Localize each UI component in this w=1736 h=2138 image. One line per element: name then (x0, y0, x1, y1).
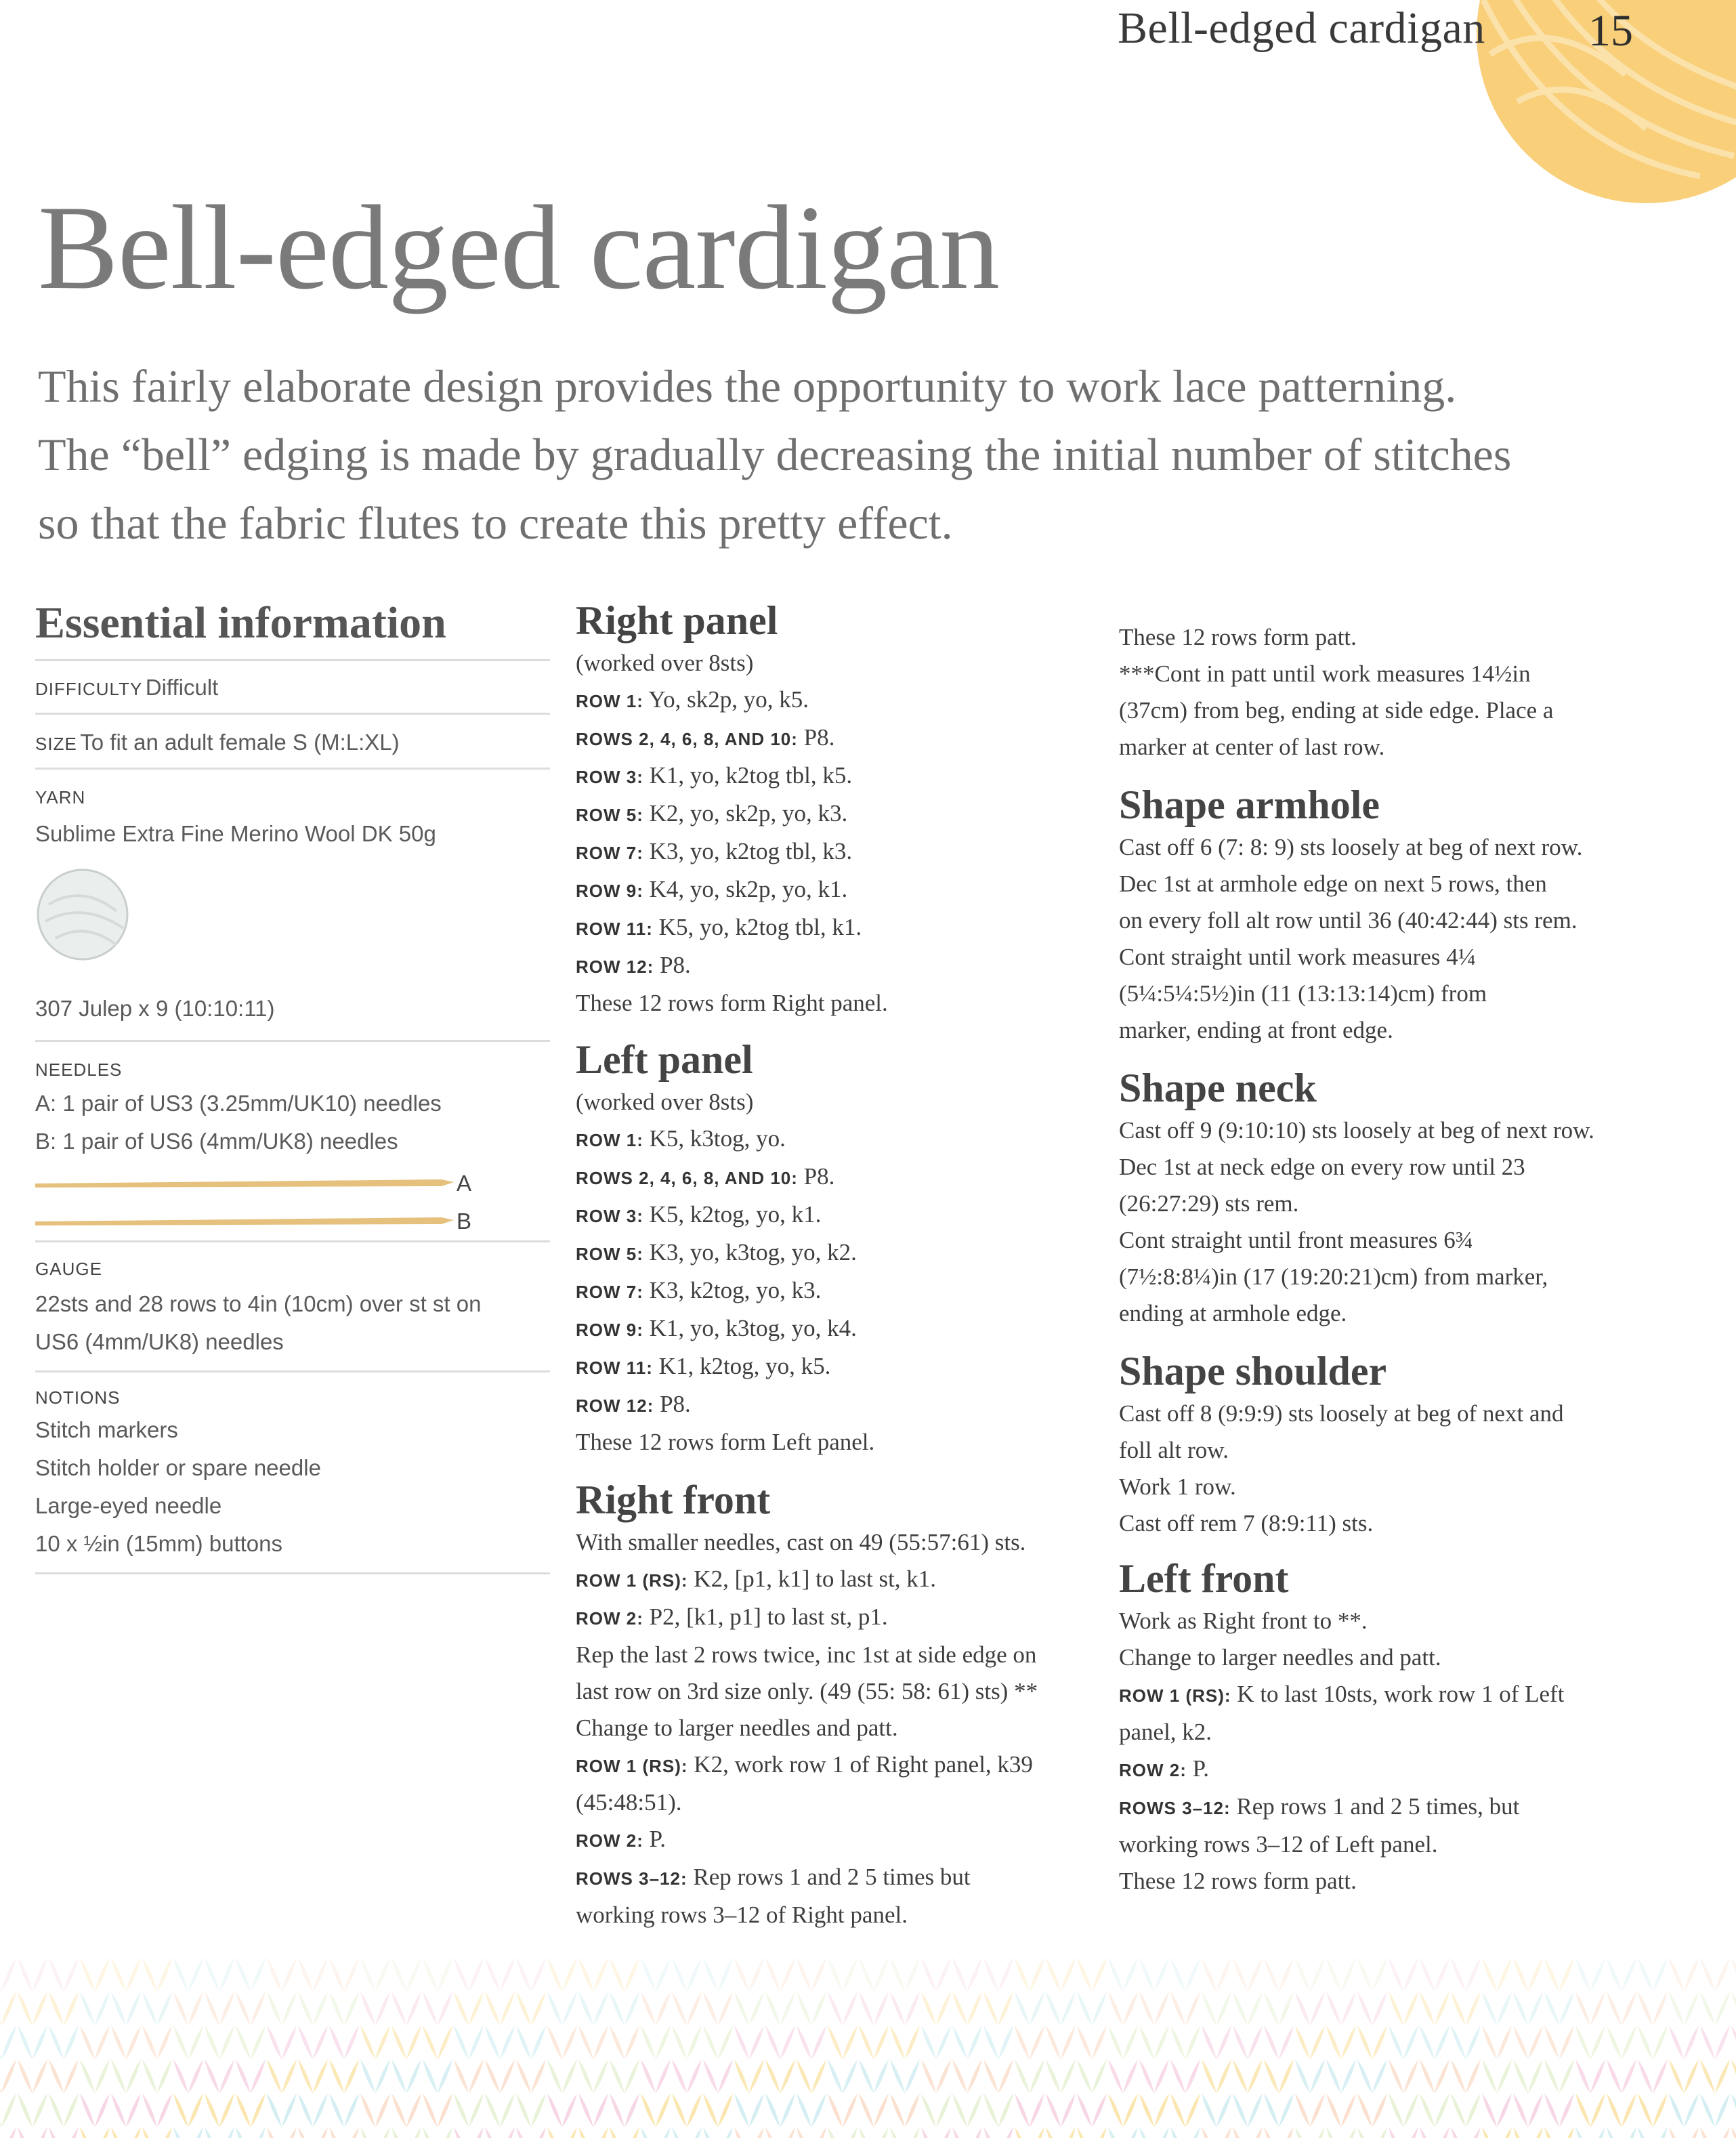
row-label: ROW 7: (576, 1282, 643, 1302)
row-text: K5, yo, k2tog tbl, k1. (658, 914, 862, 940)
needle-diagram-label-a: A (457, 1171, 472, 1196)
pattern-text: Cast off 8 (9:9:9) sts loosely at beg of next and (1119, 1400, 1564, 1427)
pattern-row (576, 947, 1104, 985)
row-label: ROW 12: (576, 1396, 654, 1416)
pattern-text: Cont straight until front measures 6¾ (1119, 1227, 1473, 1253)
difficulty-label: DIFFICULTY (35, 679, 143, 700)
row-text: K5, k3tog, yo. (649, 1125, 786, 1152)
row-label: ROW 1 (RS): (576, 1756, 688, 1776)
needle-a-key: A: (35, 1091, 57, 1116)
pattern-text: Rep the last 2 rows twice, inc 1st at side edge on (576, 1641, 1037, 1668)
section-heading-right-panel: Right panel (576, 598, 778, 643)
size-label: SIZE (35, 734, 77, 755)
row-label: ROW 2: (576, 1608, 643, 1629)
pattern-row (576, 1234, 1104, 1272)
page-title: Bell-edged cardigan (38, 180, 1000, 314)
pattern-text: Cast off 9 (9:10:10) sts loosely at beg of next row. (1119, 1117, 1594, 1144)
divider (35, 1572, 550, 1574)
section-heading-shape-shoulder: Shape shoulder (1119, 1349, 1387, 1393)
pattern-text: Cast off rem 7 (8:9:11) sts. (1119, 1510, 1374, 1536)
essential-information (35, 596, 550, 1574)
section-heading-shape-armhole: Shape armhole (1119, 782, 1380, 827)
row-text: K to last 10sts, work row 1 of Left (1237, 1681, 1565, 1707)
row-label: ROW 12: (576, 957, 654, 977)
divider (35, 713, 550, 715)
row-text: K2, [p1, k1] to last st, k1. (694, 1566, 937, 1592)
section-subheading: (worked over 8sts) (576, 650, 754, 676)
knit-stitch-border (0, 1958, 1736, 2138)
pattern-text: These 12 rows form patt. (1119, 624, 1357, 650)
row-text: K5, k2tog, yo, k1. (649, 1201, 822, 1228)
pattern-row (576, 1310, 1104, 1348)
pattern-text: marker at center of last row. (1119, 734, 1385, 760)
pattern-text: Change to larger needles and patt. (576, 1715, 898, 1741)
pattern-text: marker, ending at front edge. (1119, 1017, 1393, 1043)
row-text: Yo, sk2p, yo, k5. (648, 686, 809, 713)
pattern-text: Work 1 row. (1119, 1473, 1236, 1500)
pattern-row (576, 909, 1104, 947)
row-text: Rep rows 1 and 2 5 times, but (1236, 1793, 1520, 1820)
row-text: P. (1192, 1755, 1209, 1782)
row-text: P8. (660, 952, 691, 978)
row-text: K1, yo, k2tog tbl, k5. (649, 762, 853, 789)
section-closing: These 12 rows form Right panel. (576, 990, 888, 1016)
needle-diagram-label-b: B (457, 1209, 472, 1234)
pattern-text: (26:27:29) sts rem. (1119, 1190, 1299, 1217)
essentials-heading: Essential information (35, 598, 446, 648)
notions-label: NOTIONS (35, 1387, 121, 1408)
pattern-text: (5¼:5¼:5½)in (11 (13:13:14)cm) from (1119, 980, 1487, 1007)
pattern-text: foll alt row. (1119, 1437, 1229, 1463)
row-label: ROWS 3–12: (576, 1868, 687, 1889)
pattern-row (576, 871, 1104, 909)
row-label: ROW 5: (576, 805, 643, 825)
row-label: ROW 7: (576, 843, 643, 863)
pattern-row (576, 682, 1104, 719)
size-row (35, 730, 550, 755)
row-text: K1, k2tog, yo, k5. (658, 1353, 831, 1379)
needle-diagram (35, 1165, 550, 1235)
difficulty-value: Difficult (145, 675, 219, 700)
row-label: ROWS 2, 4, 6, 8, AND 10: (576, 1168, 798, 1188)
yarn-ball-icon (35, 864, 137, 965)
pattern-row (576, 1386, 1104, 1424)
pattern-text: Dec 1st at neck edge on every row until 23 (1119, 1154, 1525, 1180)
difficulty-row (35, 675, 550, 700)
size-value: To fit an adult female S (M:L:XL) (80, 730, 400, 755)
pattern-row (576, 795, 1104, 833)
row-text: K2, yo, sk2p, yo, k3. (649, 800, 848, 826)
row-label: ROW 1 (RS): (1119, 1685, 1231, 1706)
section-heading-shape-neck: Shape neck (1119, 1066, 1317, 1110)
yarn-name: Sublime Extra Fine Merino Wool DK 50g (35, 821, 436, 847)
row-label: ROW 1 (RS): (576, 1570, 688, 1591)
notion-item: 10 x ½in (15mm) buttons (35, 1531, 282, 1557)
pattern-row (576, 1859, 1104, 1897)
section-heading-left-panel: Left panel (576, 1037, 753, 1082)
row-text: P. (649, 1826, 666, 1852)
row-text: K1, yo, k3tog, yo, k4. (649, 1315, 857, 1341)
pattern-text: ***Cont in patt until work measures 14½in (1119, 661, 1531, 687)
notion-item: Large-eyed needle (35, 1493, 222, 1519)
pattern-column-middle (576, 596, 1104, 1933)
needle-a (35, 1085, 550, 1123)
section-closing: These 12 rows form Left panel. (576, 1429, 875, 1455)
row-text: K3, yo, k3tog, yo, k2. (649, 1239, 857, 1265)
gauge-line: 22sts and 28 rows to 4in (10cm) over st st on (35, 1291, 482, 1317)
pattern-text: (7½:8:8¼)in (17 (19:20:21)cm) from marker, (1119, 1263, 1548, 1290)
pattern-text: ending at armhole edge. (1119, 1300, 1347, 1326)
pattern-column-right (1119, 596, 1661, 1900)
pattern-text: panel, k2. (1119, 1719, 1212, 1745)
gauge-label: GAUGE (35, 1259, 102, 1280)
pattern-row (576, 1746, 1104, 1784)
row-label: ROW 3: (576, 1206, 643, 1226)
divider (35, 1240, 550, 1242)
pattern-text: working rows 3–12 of Left panel. (1119, 1831, 1438, 1858)
intro-line: The “bell” edging is made by gradually decreasing the initial number of stitches (38, 429, 1512, 480)
divider (35, 1370, 550, 1372)
row-text: P8. (803, 724, 835, 751)
needle-a-text: 1 pair of US3 (3.25mm/UK10) needles (62, 1091, 442, 1116)
pattern-row (576, 1120, 1104, 1158)
pattern-row (576, 1561, 1104, 1599)
pattern-row (576, 1599, 1104, 1637)
pattern-row (576, 757, 1104, 795)
section-closing: These 12 rows form patt. (1119, 1868, 1357, 1894)
row-text: K3, k2tog, yo, k3. (649, 1277, 822, 1303)
section-heading-right-front: Right front (576, 1477, 771, 1522)
section-heading-left-front: Left front (1119, 1556, 1289, 1601)
divider (35, 768, 550, 770)
pattern-text: Change to larger needles and patt. (1119, 1644, 1441, 1671)
needles-label: NEEDLES (35, 1060, 123, 1081)
row-label: ROWS 3–12: (1119, 1798, 1231, 1818)
pattern-text: Cast off 6 (7: 8: 9) sts loosely at beg of next row. (1119, 834, 1583, 860)
row-text: Rep rows 1 and 2 5 times but (693, 1864, 971, 1890)
pattern-text: on every foll alt row until 36 (40:42:44) sts rem. (1119, 907, 1578, 934)
row-text: K4, yo, sk2p, yo, k1. (649, 876, 848, 902)
pattern-row (576, 1196, 1104, 1234)
pattern-row (576, 719, 1104, 757)
divider (35, 1040, 550, 1042)
row-label: ROW 2: (576, 1830, 643, 1851)
notion-item: Stitch holder or spare needle (35, 1455, 321, 1481)
pattern-row (1119, 1788, 1661, 1826)
pattern-row (1119, 1751, 1661, 1788)
pattern-row (1119, 1676, 1661, 1714)
needles-icon (35, 1165, 472, 1235)
pattern-row (576, 1272, 1104, 1310)
yarn-quantity: 307 Julep x 9 (10:10:11) (35, 996, 275, 1022)
row-text: P8. (660, 1391, 691, 1417)
running-title: Bell-edged cardigan (1118, 3, 1485, 53)
needle-b-key: B: (35, 1129, 57, 1154)
section-subheading: (worked over 8sts) (576, 1089, 754, 1115)
pattern-text: (45:48:51). (576, 1789, 682, 1816)
row-label: ROW 11: (576, 1358, 653, 1378)
pattern-row (576, 1348, 1104, 1386)
row-label: ROW 1: (576, 691, 643, 711)
pattern-text: last row on 3rd size only. (49 (55: 58: 61) sts) ** (576, 1678, 1038, 1704)
row-label: ROW 5: (576, 1244, 643, 1264)
row-text: K2, work row 1 of Right panel, k39 (694, 1751, 1033, 1778)
row-label: ROW 11: (576, 919, 653, 939)
row-text: K3, yo, k2tog tbl, k3. (649, 838, 853, 864)
pattern-text: Cont straight until work measures 4¼ (1119, 944, 1476, 970)
row-label: ROW 2: (1119, 1760, 1187, 1780)
pattern-text: Work as Right front to **. (1119, 1608, 1368, 1634)
row-label: ROW 9: (576, 881, 643, 901)
row-label: ROW 1: (576, 1130, 643, 1150)
pattern-row (576, 833, 1104, 871)
page-number: 15 (1588, 6, 1633, 56)
row-label: ROW 3: (576, 767, 643, 787)
needle-b (35, 1123, 550, 1160)
row-label: ROW 9: (576, 1320, 643, 1340)
row-text: P2, [k1, p1] to last st, p1. (649, 1604, 888, 1630)
intro-paragraph (38, 352, 1596, 558)
pattern-text: (37cm) from beg, ending at side edge. Place a (1119, 697, 1554, 724)
needle-b-text: 1 pair of US6 (4mm/UK8) needles (62, 1129, 398, 1154)
yarn-label: YARN (35, 787, 86, 808)
divider (35, 659, 550, 661)
row-text: P8. (803, 1163, 835, 1190)
gauge-line: US6 (4mm/UK8) needles (35, 1329, 284, 1355)
pattern-text: With smaller needles, cast on 49 (55:57:61) sts. (576, 1529, 1026, 1555)
pattern-row (576, 1158, 1104, 1196)
intro-line: This fairly elaborate design provides the opportunity to work lace patterning. (38, 360, 1457, 412)
pattern-text: Dec 1st at armhole edge on next 5 rows, then (1119, 871, 1547, 897)
row-label: ROWS 2, 4, 6, 8, AND 10: (576, 729, 798, 749)
pattern-text: working rows 3–12 of Right panel. (576, 1902, 908, 1928)
pattern-row (576, 1821, 1104, 1859)
intro-line: so that the fabric flutes to create this pretty effect. (38, 497, 953, 549)
notion-item: Stitch markers (35, 1417, 178, 1443)
